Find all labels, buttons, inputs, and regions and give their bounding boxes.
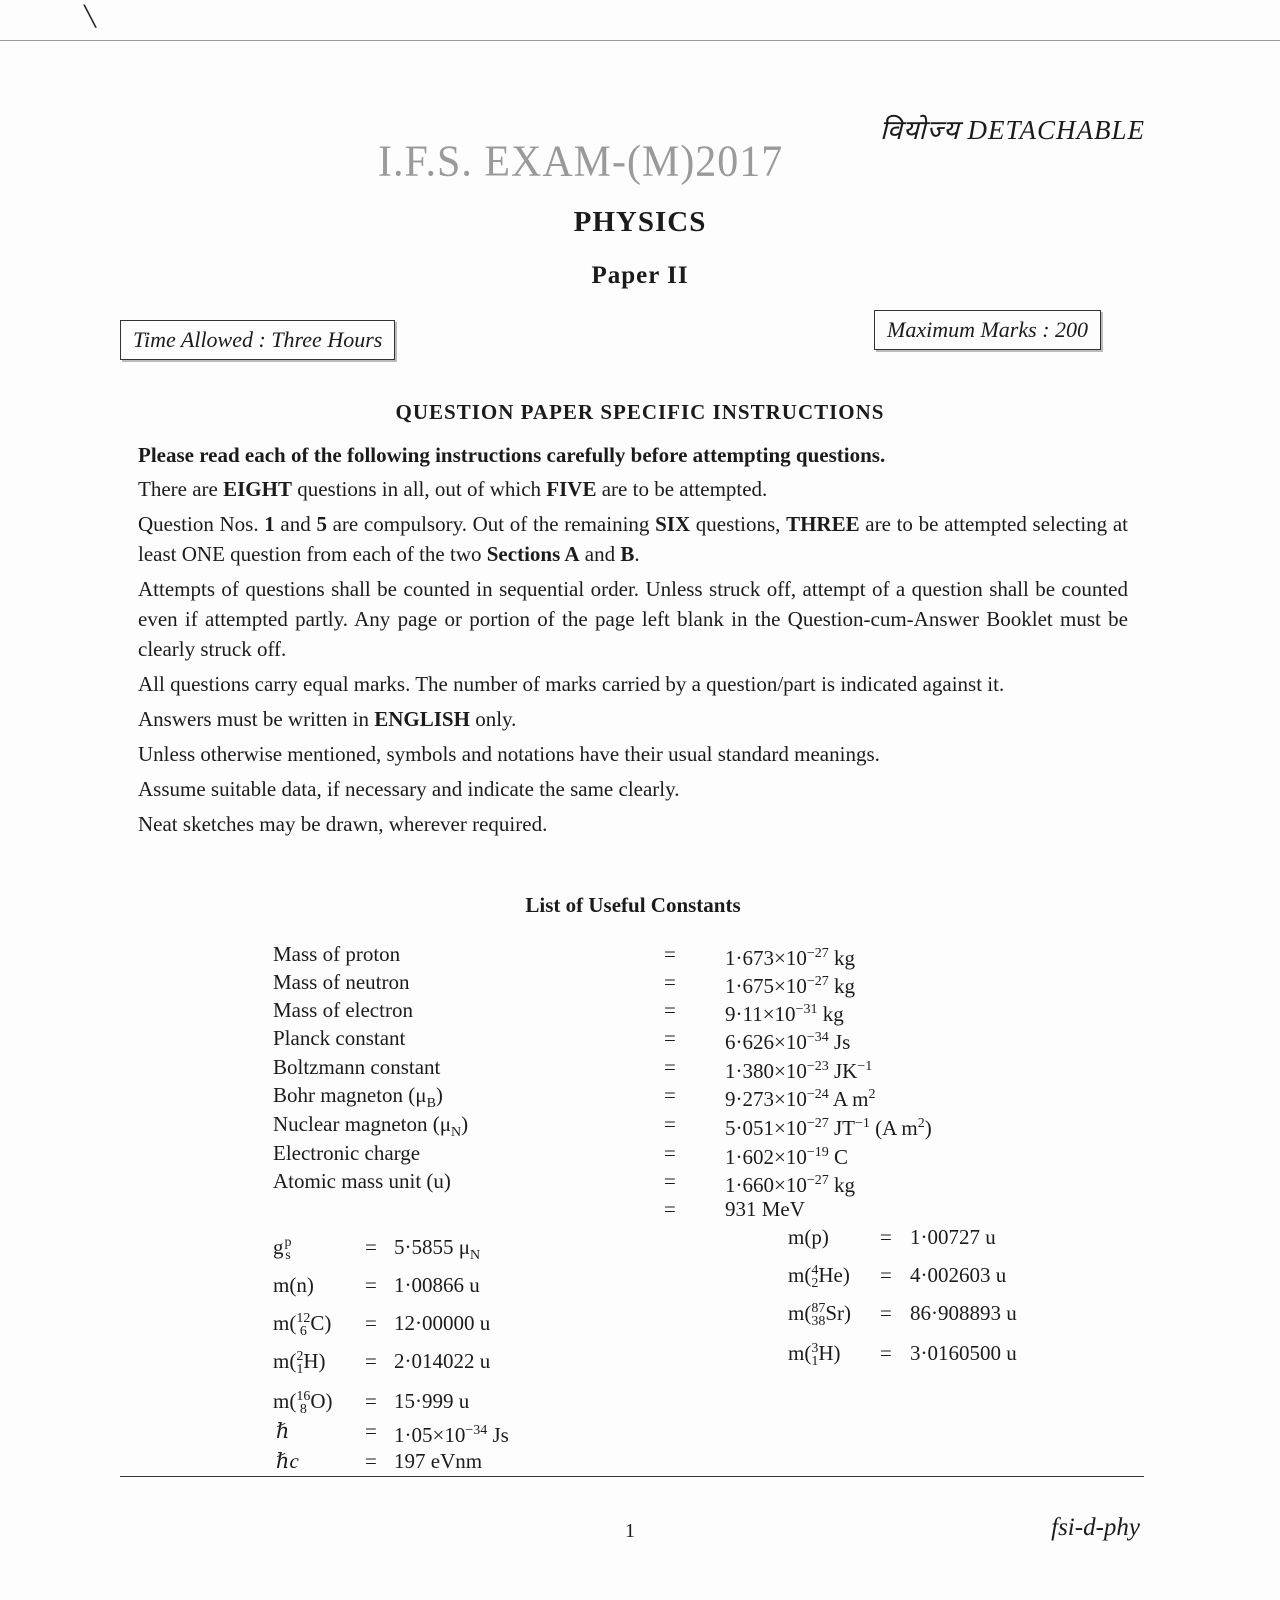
instructions-heading: QUESTION PAPER SPECIFIC INSTRUCTIONS — [395, 400, 885, 424]
instruction-2: Question Nos. 1 and 5 are compulsory. Out of the remaining SIX questions, THREE are to be attempted selecting at least ONE question from each of the two Sections A and B. — [138, 512, 1128, 566]
instruction-8: Neat sketches may be drawn, wherever required. — [138, 812, 548, 836]
page-number: 1 — [625, 1520, 635, 1542]
instruction-7: Assume suitable data, if necessary and indicate the same clearly. — [138, 777, 680, 801]
instructions-lead: Please read each of the following instructions carefully before attempting questions. — [138, 443, 886, 467]
instruction-4: All questions carry equal marks. The number of marks carried by a question/part is indicated against it. — [138, 672, 1005, 696]
corner-mark-icon: ╲ — [84, 6, 97, 28]
instruction-1: There are EIGHT questions in all, out of which FIVE are to be attempted. — [138, 477, 768, 501]
paper-code: fsi-d-phy — [1051, 1514, 1140, 1541]
paper-title: Paper II — [591, 262, 689, 289]
instruction-3: Attempts of questions shall be counted in sequential order. Unless struck off, attempt of a question shall be counted even if attempted partly. Any page or portion of the page left blank in the Question-cum-Answer Booklet must be clearly struck off. — [138, 577, 1128, 661]
constants-heading: List of Useful Constants — [525, 893, 741, 917]
instruction-6: Unless otherwise mentioned, symbols and notations have their usual standard meanings. — [138, 742, 880, 766]
top-rule — [0, 40, 1280, 41]
instruction-5: Answers must be written in ENGLISH only. — [138, 707, 517, 731]
exam-stamp: I.F.S. EXAM-(M)2017 — [378, 137, 784, 187]
instructions-body — [138, 440, 1128, 844]
subject-title: PHYSICS — [573, 206, 707, 238]
time-allowed-box: Time Allowed : Three Hours — [120, 320, 395, 360]
detachable-label: वियोज्य DETACHABLE — [879, 115, 1145, 145]
bottom-rule — [120, 1476, 1144, 1477]
maximum-marks-box: Maximum Marks : 200 — [874, 310, 1101, 350]
